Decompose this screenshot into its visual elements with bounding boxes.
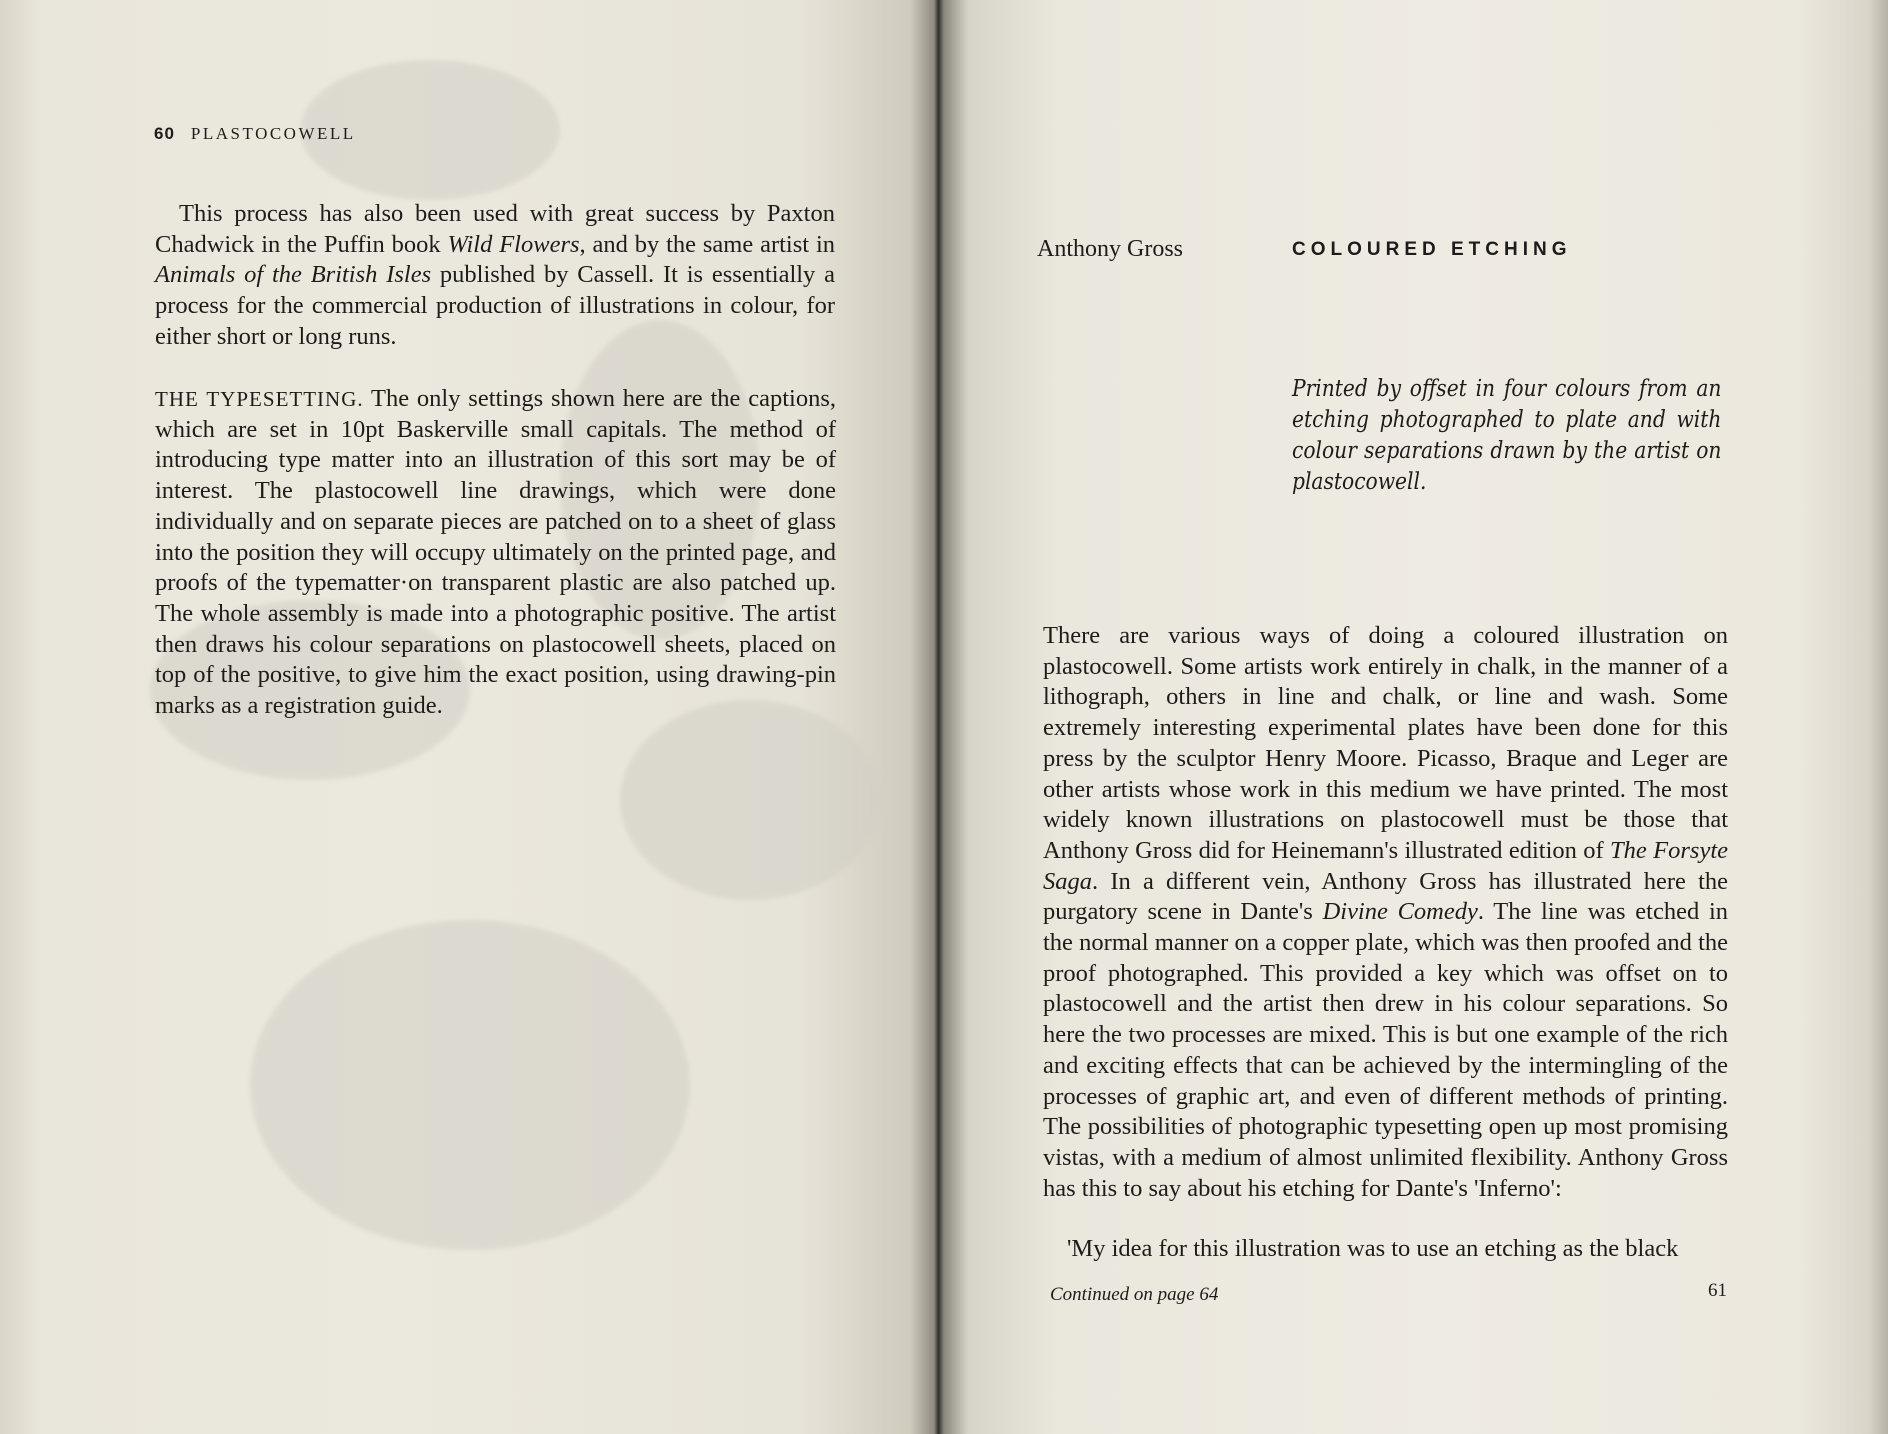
- book-title-animals: Animals of the British Isles: [155, 261, 432, 289]
- left-paragraph-2: [155, 384, 836, 722]
- text-run: There are various ways of doing a coloured illustration on plastocowell. Some artists work entirely in chalk, in the manner of a lithograph, others in line and chalk, or line and wash. Some extremely interesting experimental plates have been done for this press by the sculptor Henry Moore. Picasso, Braque and Leger are other artists whose work in this medium we have printed. The most widely known illustrations on plastocowell must be those that Anthony Gross did for Heinemann's illustrated edition of: [1043, 622, 1728, 864]
- running-head: [154, 124, 356, 144]
- text-run: . In a different vein, Anthony Gross has illustrated here the purgatory scene in Dante's: [1043, 867, 1728, 926]
- book-title-forsyte-saga: The Forsyte Saga: [1043, 836, 1729, 895]
- section-lead-typesetting: THE TYPESETTING.: [155, 387, 364, 411]
- plate-caption: Printed by offset in four colours from an etching photographed to plate and with colour separations drawn by the artist on plastocowell.: [1292, 376, 1722, 495]
- left-page-number: 60: [154, 124, 175, 143]
- author-name: Anthony Gross: [1037, 236, 1184, 262]
- text-run: . The line was etched in the normal manner on a copper plate, which was then proofed and the proof photographed. This provided a key which was offset on to plastocowell and the artist then drew in his colour separations. So here the two processes are mixed. This is but one example of the rich and exciting effects that can be achieved by the intermingling of the processes of graphic art, and even of different methods of printing. The possibilities of photographic typesetting open up most promising vistas, with a medium of almost unlimited flexibility. Anthony Gross has this to say about his etching for Dante's 'Inferno':: [1043, 898, 1728, 1202]
- book-title-divine-comedy: Divine Comedy: [1322, 898, 1478, 926]
- section-title: COLOURED ETCHING: [1292, 239, 1572, 260]
- text-run: This process has also been used with great success by Paxton Chadwick in the Puffin book: [155, 200, 835, 258]
- right-paragraph-1: [1043, 621, 1728, 1204]
- right-page-number: 61: [1708, 1280, 1727, 1301]
- continued-note: Continued on page 64: [1050, 1284, 1219, 1305]
- text-run: , and by the same artist in: [579, 230, 835, 258]
- left-paragraph-1: [155, 199, 835, 353]
- book-title-wild-flowers: Wild Flowers: [447, 230, 580, 258]
- text-run: published by Cassell. It is essentially a process for the commercial production of illustrations in colour, for either short or long runs.: [155, 261, 835, 350]
- running-head-title: PLASTOCOWELL: [190, 124, 356, 143]
- left-page: [0, 0, 938, 1434]
- text-run: The only settings shown here are the captions, which are set in 10pt Baskerville small capitals. The method of introducing type matter into an illustration of this sort may be of interest. The plastocowell line drawings, which were done individually and on separate pieces are patched on to a sheet of glass into the position they will occupy ultimately on the printed page, and proofs of the typematter·on transparent plastic are also patched up. The whole assembly is made into a photographic positive. The artist then draws his colour separations on plastocowell sheets, placed on top of the positive, to give him the exact position, using drawing-pin marks as a registration guide.: [155, 385, 836, 720]
- right-paragraph-2: 'My idea for this illustration was to use an etching as the black: [1067, 1235, 1679, 1262]
